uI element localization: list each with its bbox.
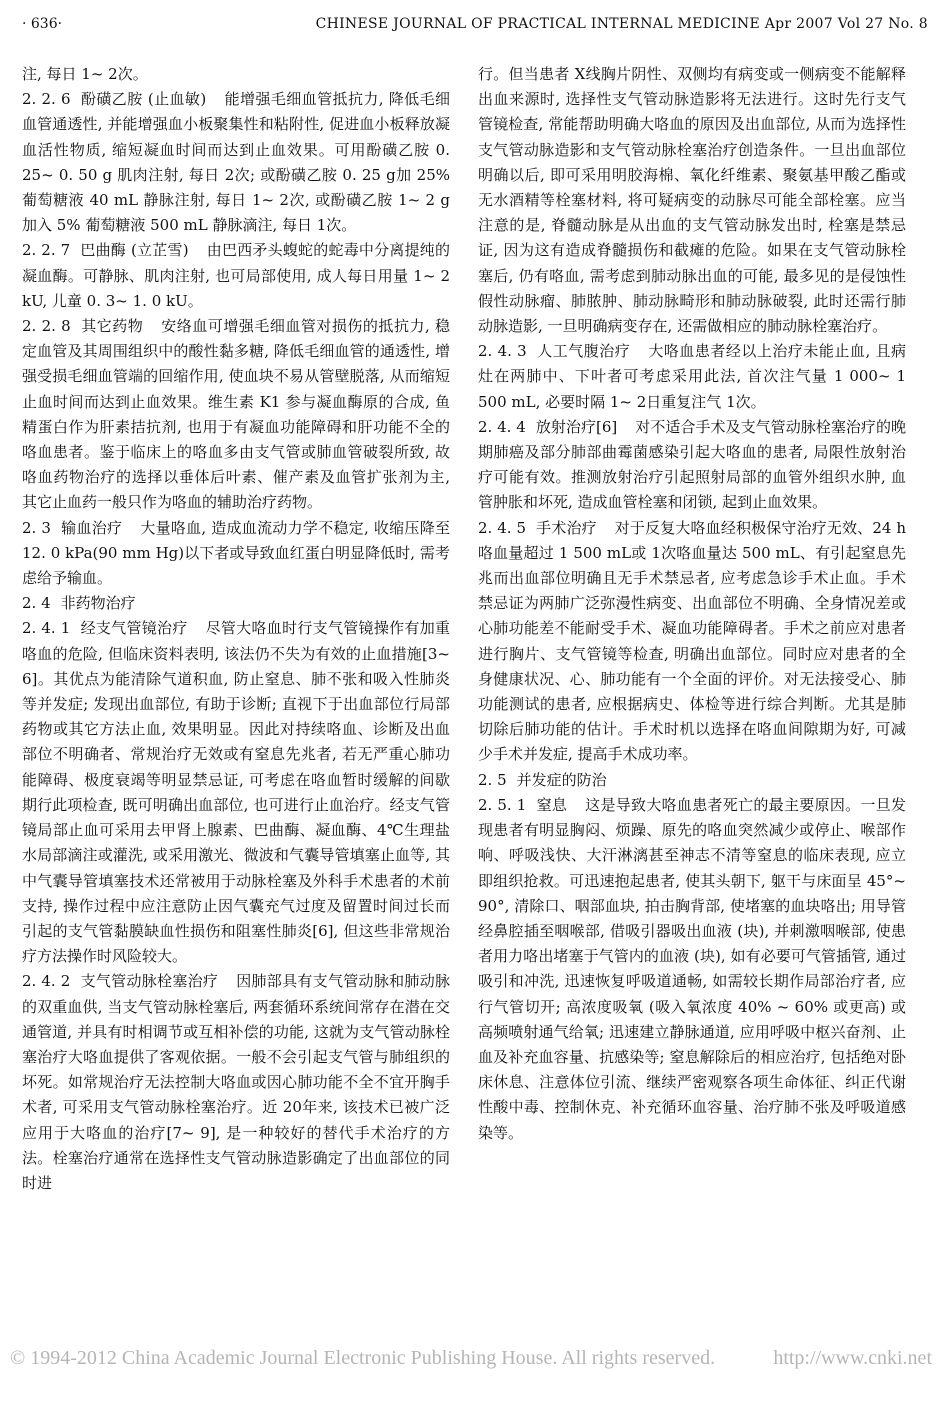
section-body: 大咯血患者经以上治疗未能止血, 且病灶在两肺中、下叶者可考虑采用此法, 首次注气量 1 000~ 1 500 mL, 必要时隔 1~ 2日重复注气 1次。 [478,342,907,411]
section-body: 由巴西矛头蝮蛇的蛇毒中分离提纯的凝血酶。可静脉、肌肉注射, 也可局部使用, 成人每日用量 1~ 2 kU, 儿童 0. 3~ 1. 0 kU。 [22,241,450,310]
section-title: 手术治疗 [536,518,597,537]
section-number: 2. 2. 8 [22,317,71,336]
section-paragraph [22,616,450,969]
section-title: 支气管动脉栓塞治疗 [80,972,219,991]
section-title: 人工气腹治疗 [536,342,631,361]
section-heading [22,591,450,616]
section-paragraph [22,87,450,238]
paragraph: 行。但当患者 X线胸片阴性、双侧均有病变或一侧病变不能解释出血来源时, 选择性支气管动脉造影将无法进行。这时先行支气管镜检查, 常能帮助明确大咯血的原因及出血部位, 从而为选择性支气管动脉造影和支气管动脉栓塞治疗创造条件。一旦出血部位明确以后, 即可采用明胶海棉、氧化纤维素、聚氨基甲酸乙酯或无水酒精等栓塞材料, 将可疑病变的动脉尽可能全部栓塞。应当注意的是, 脊髓动脉是从出血的支气管动脉发出时, 栓塞是禁忌证, 因为这有造成脊髓损伤和截瘫的危险。如果在支气管动脉栓塞后, 仍有咯血, 需考虑到肺动脉出血的可能, 最多见的是侵蚀性假性动脉瘤、肺脓肿、肺动脉畸形和肺动脉破裂, 此时还需行肺动脉造影, 一旦明确病变存在, 还需做相应的肺动脉栓塞治疗。 [478,65,906,336]
section-number: 2. 4. 5 [478,518,527,537]
section-number: 2. 2. 6 [22,90,71,109]
section-title: 非药物治疗 [60,594,136,613]
section-paragraph [478,339,906,415]
section-number: 2. 5 [478,770,507,789]
section-body: 因肺部具有支气管动脉和肺动脉的双重血供, 当支气管动脉栓塞后, 两套循环系统间常存在潜在交通管道, 并具有时相调节或互相补偿的功能, 这就为支气管动脉栓塞治疗大咯血提供了客观依据。一般不会引起支气管与肺组织的坏死。如常规治疗无法控制大咯血或因心肺功能不全不宜开胸手术者, 可采用支气管动脉栓塞治疗。近 20年来, 该技术已被广泛应用于大咯血的治疗[7~ 9], 是一种较好的替代手术治疗的方法。栓塞治疗通常在选择性支气管动脉造影确定了出血部位的同时进 [22,972,450,1192]
section-body: 能增强毛细血管抵抗力, 降低毛细血管通透性, 并能增强血小板聚集性和粘附性, 促进血小板释放凝血活性物质, 缩短凝血时间而达到止血效果。可用酚磺乙胺 0. 25~ 0. 50 g 肌肉注射, 每日 2次; 或酚磺乙胺 0. 25 g加 25% 葡萄糖液 40 mL 静脉注射, 每日 1~ 2次, 或酚磺乙胺 1~ 2 g加入 5% 葡萄糖液 500 mL 静脉滴注, 每日 1次。 [22,90,450,235]
paragraph: 注, 每日 1~ 2次。 [22,65,148,83]
section-body: 这是导致大咯血患者死亡的最主要原因。一旦发现患者有明显胸闷、烦躁、原先的咯血突然减少或停止、喉部作响、呼吸浅快、大汗淋漓甚至神志不清等窒息的临床表现, 应立即组织抢救。可迅速抱起患者, 使其头朝下, 躯干与床面呈 45°~ 90°, 清除口、咽部血块, 拍击胸背部, 使堵塞的血块咯出; 用导管经鼻腔插至咽喉部, 借吸引器吸出血液 (块), 并刺激咽喉部, 使患者用力咯出堵塞于气管内的血液 (块), 如有必要可气管插管, 通过吸引和冲洗, 迅速恢复呼吸道通畅, 如需较长期作局部治疗者, 应行气管切开; 高浓度吸氧 (吸入氧浓度 40% ~ 60% 或更高) 或高频喷射通气给氧; 迅速建立静脉通道, 应用呼吸中枢兴奋剂、止血及补充血容量、抗感染等; 窒息解除后的相应治疗, 包括绝对卧床休息、注意体位引流、继续严密观察各项生命体征、纠正代谢性酸中毒、控制休克、补充循环血容量、治疗肺不张及呼吸道感染等。 [478,795,906,1142]
section-title: 放射治疗[6] [535,417,618,436]
section-body: 尽管大咯血时行支气管镜操作有加重咯血的危险, 但临床资料表明, 该法仍不失为有效的止血措施[3~ 6]。其优点为能清除气道积血, 防止窒息、肺不张和吸入性肺炎等并发症; 发现出血部位, 有助于诊断; 直视下于出血部位行局部药物或其它方法止血, 效果明显。因此对持续咯血、诊断及出血部位不明确者、常规治疗无效或有窒息先兆者, 若无严重心肺功能障碍、极度衰竭等明显禁忌证, 可考虑在咯血暂时缓解的间歇期行此项检查, 既可明确出血部位, 也可进行止血治疗。经支气管镜局部止血可采用去甲肾上腺素、巴曲酶、凝血酶、4℃生理盐水局部滴注或灌洗, 或采用激光、微波和气囊导管填塞止血等, 其中气囊导管填塞技术还常被用于动脉栓塞及外科手术患者的术前支持, 操作过程中应注意防止因气囊充气过度及留置时间过长而引起的支气管黏膜缺血性损伤和阻塞性肺炎[6], 但这些非常规治疗方法操作时风险较大。 [22,619,450,966]
website-link[interactable]: http://www.cnki.net [773,1347,932,1369]
section-number: 2. 4. 1 [22,619,71,638]
copyright-notice: © 1994-2012 China Academic Journal Electronic Publishing House. All rights reserved. [10,1347,716,1369]
section-paragraph [478,793,906,1146]
section-title: 窒息 [536,795,568,814]
section-number: 2. 4. 3 [478,342,527,361]
section-paragraph [22,516,450,592]
section-number: 2. 5. 1 [478,795,527,814]
section-title: 并发症的防治 [516,770,607,789]
section-heading [478,768,906,793]
section-title: 经支气管镜治疗 [80,619,188,638]
page-header [22,16,928,40]
left-column [22,62,450,1196]
page-number: · 636· [22,16,63,32]
section-paragraph [478,516,906,768]
section-body: 大量咯血, 造成血流动力学不稳定, 收缩压降至 12. 0 kPa(90 mm Hg)以下者或导致血红蛋白明显降低时, 需考虑给予输血。 [22,518,450,588]
section-number: 2. 2. 7 [22,241,71,260]
section-paragraph [478,415,906,516]
section-paragraph [22,238,450,314]
section-paragraph [22,969,450,1196]
section-title: 其它药物 [80,317,144,336]
section-body: 对不适合手术及支气管动脉栓塞治疗的晚期肺癌及部分肺部曲霉菌感染引起大咯血的患者, 局限性放射治疗可能有效。推测放射治疗引起照射局部的血管外组织水肿, 血管肿胀和坏死, 造成血管栓塞和闭锁, 起到止血效果。 [478,417,907,512]
section-body: 安络血可增强毛细血管对损伤的抵抗力, 稳定血管及其周围组织中的酸性黏多糖, 降低毛细血管的通透性, 增强受损毛细血管端的回缩作用, 使血块不易从管壁脱落, 从而缩短止血时间而达到止血效果。维生素 K1 参与凝血酶原的合成, 鱼精蛋白作为肝素拮抗剂, 也用于有凝血功能障碍和肝功能不全的咯血患者。鉴于临床上的咯血多由支气管或肺血管破裂所致, 故咯血药物治疗的选择以垂体后叶素、催产素及血管扩张剂为主, 其它止血药一般只作为咯血的辅助治疗药物。 [22,317,451,512]
section-title: 巴曲酶 (立芷雪) [80,241,189,260]
section-number: 2. 4. 2 [22,972,71,991]
right-column [478,62,906,1146]
page-footer [0,1347,932,1377]
section-title: 酚磺乙胺 (止血敏) [80,90,207,109]
section-number: 2. 4 [22,594,51,613]
section-title: 输血治疗 [60,518,123,537]
section-paragraph [22,314,450,516]
section-body: 对于反复大咯血经积极保守治疗无效、24 h咯血量超过 1 500 mL或 1次咯血量达 500 mL、有引起窒息先兆而出血部位明确且无手术禁忌者, 应考虑急诊手术止血。手术禁忌证为两肺广泛弥漫性病变、出血部位不明确、全身情况差或心肺功能差不能耐受手术、凝血功能障碍者。手术之前应对患者进行胸片、支气管镜等检查, 明确出血部位。同时应对患者的全身健康状况、心、肺功能有一个全面的评价。对无法接受心、肺功能测试的患者, 应根据病史、体检等进行综合判断。尤其是肺切除后肺功能的估计。手术时机以选择在咯血间隙期为好, 可减少手术并发症, 提高手术成功率。 [478,518,906,764]
section-number: 2. 4. 4 [478,417,526,436]
journal-running-title: CHINESE JOURNAL OF PRACTICAL INTERNAL MEDICINE Apr 2007 Vol 27 No. 8 [315,16,928,32]
section-number: 2. 3 [22,518,51,537]
